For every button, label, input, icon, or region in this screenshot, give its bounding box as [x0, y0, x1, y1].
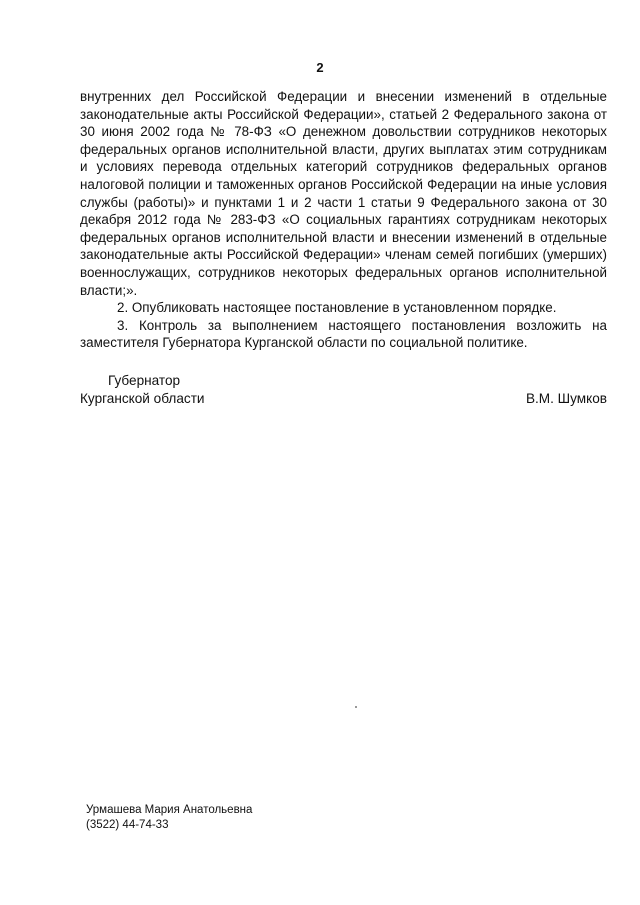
executor-phone: (3522) 44-74-33: [86, 819, 169, 831]
signatory-title: [80, 372, 205, 407]
page-number: 2: [316, 60, 324, 75]
executor-name: Урмашева Мария Анатольевна: [86, 804, 253, 816]
paragraph-continuation: внутренних дел Российской Федерации и внесении изменений в отдельные законодательные акты Российской Федерации», статьей 2 Федерального закона от 30 июня 2002 года № 78-ФЗ «О денежном довольствии сотрудников некоторых федеральных органов исполнительной власти, других выплатах этим сотрудникам и условиях перевода отдельных категорий сотрудников федеральных органов налоговой полиции и таможенных органов Российской Федерации на иные условия службы (работы)» и пунктами 1 и 2 части 1 статьи 9 Федерального закона от 30 декабря 2012 года № 283-ФЗ «О социальных гарантиях сотрудникам некоторых федеральных органов исполнительной власти и внесении изменений в отдельные законодательные акты Российской Федерации» членам семей погибших (умерших) военнослужащих, сотрудников некоторых федеральных органов исполнительной власти;».: [80, 89, 607, 298]
scan-speck: [355, 706, 357, 708]
signatory-title-line2: Курганской области: [80, 390, 205, 406]
paragraph-item-3: 3. Контроль за выполнением настоящего постановления возложить на заместителя Губернатора Курганской области по социальной политике.: [80, 317, 607, 351]
signatory-name: В.М. Шумков: [525, 390, 607, 406]
signatory-title-line1: Губернатор: [108, 373, 181, 388]
executor-block: [86, 803, 252, 833]
document-body: [80, 88, 607, 352]
paragraph-item-2: 2. Опубликовать настоящее постановление в установленном порядке.: [117, 300, 557, 316]
